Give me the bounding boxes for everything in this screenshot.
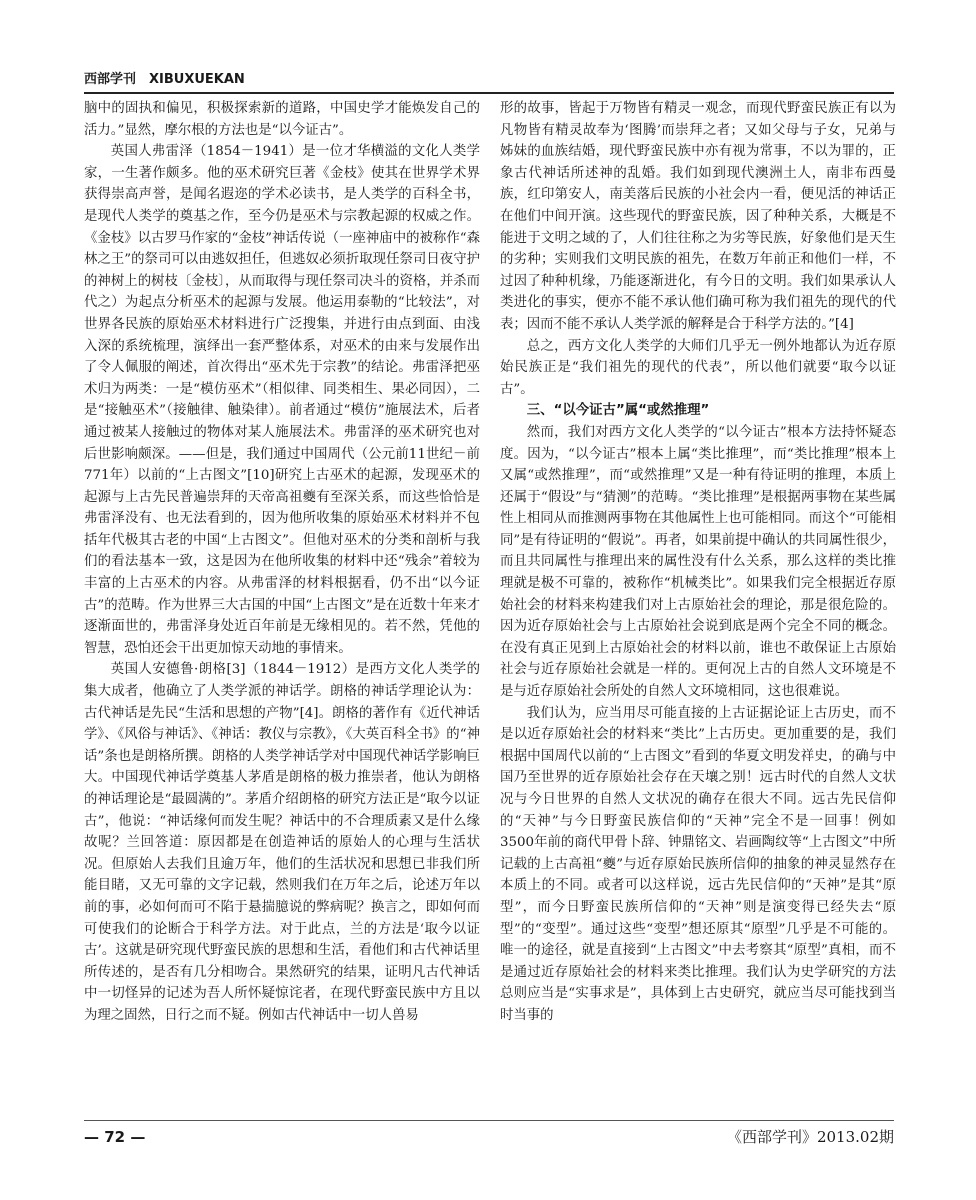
section-heading: 三、“以今证古”属“或然推理”: [526, 403, 710, 419]
paragraph: 总之，西方文化人类学的大师们几乎无一例外地都认为近存原始民族正是“我们祖先的现代的代表”，所以他们就要“取今以证古”。: [500, 338, 896, 397]
footer-rule: [84, 1120, 894, 1121]
header-rule: [84, 92, 894, 94]
left-column: [84, 98, 480, 1118]
paragraph: 脑中的固执和偏见，积极探索新的道路，中国史学才能焕发自己的活力。”显然，摩尔根的方法也是“以今证古”。: [84, 101, 480, 138]
paragraph: 英国人安德鲁·朗格[3]（1844－1912）是西方文化人类学的集大成者，他确立了人类学派的神话学。朗格的神话学理论认为：古代神话是先民“生活和思想的产物”[4]。朗格的著作有《近代神话学》、《风俗与神话》、《神话：教仪与宗教》，《大英百科全书》的“神话”条也是朗格所撰。朗格的人类学神话学对中国现代神话学影响巨大。中国现代神话学奠基人茅盾是朗格的极力推崇者，他认为朗格的神话理论是“最圆满的”。茅盾介绍朗格的研究方法正是“取今以证古”，他说：“神话缘何而发生呢？神话中的不合理质素又是什么缘故呢？兰回答道：原因都是在创造神话的原始人的心理与生活状况。但原始人去我们且逾万年，他们的生活状况和思想已非我们所能目睹，又无可靠的文字记载，然则我们在万年之后，论述万年以前的事，必如何而可不陷于悬揣臆说的弊病呢？换言之，即如何而可使我们的论断合于科学方法。对于此点，兰的方法是‘取今以证古’。这就是研究现代野蛮民族的思想和生活，看他们和古代神话里所传述的，是否有几分相吻合。果然研究的结果，证明凡古代神话中一切怪异的记述为吾人所怀疑惊诧者，在现代野蛮民族中方且以为理之固然，日行之而不疑。例如古代神话中一切人兽易: [84, 662, 480, 1023]
running-header: 西部学刊 XIBUXUEKAN: [84, 72, 245, 87]
paragraph: 形的故事，皆起于万物皆有精灵一观念，而现代野蛮民族正有以为凡物皆有精灵故奉为‘图腾’而崇拜之者；又如父母与子女，兄弟与姊妹的血族结婚，现代野蛮民族中亦有视为常事，不以为罪的，正象古代神话所述神的乱婚。我们如到现代澳洲土人，南非布西曼族，红印第安人，南美落后民族的小社会内一看，便见活的神话正在他们中间开演。这些现代的野蛮民族，因了种种关系，大概是不能进于文明之域的了，人们往往称之为劣等民族，好象他们是天生的劣种；实则我们文明民族的祖先，在数万年前正和他们一样，不过因了种种机缘，乃能逐渐进化，有今日的文明。我们如果承认人类进化的事实，便亦不能不承认他们确可称为我们祖先的现代的代表；因而不能不承认人类学派的解释是合于科学方法的。”[4]: [500, 101, 896, 332]
journal-issue: 《西部学刊》2013.02期: [726, 1128, 894, 1146]
paragraph: 英国人弗雷泽（1854－1941）是一位才华横溢的文化人类学家，一生著作颇多。他的巫术研究巨著《金枝》使其在世界学术界获得崇高声誉，是闻名遐迩的学术必读书，是人类学的百科全书，是现代人类学的奠基之作，至今仍是巫术与宗教起源的权威之作。《金枝》以古罗马作家的“金枝”神话传说（一座神庙中的被称作“森林之王”的祭司可以由逃奴担任，但逃奴必须折取现任祭司日夜守护的神树上的树枝〔金枝〕，从而取得与现任祭司决斗的资格，并杀而代之）为起点分析巫术的起源与发展。他运用泰勒的“比较法”，对世界各民族的原始巫术材料进行广泛搜集，并进行由点到面、由浅入深的系统梳理，演绎出一套严整体系，对巫术的由来与发展作出了令人佩服的阐述，首次得出“巫术先于宗教”的结论。弗雷泽把巫术归为两类：一是“模仿巫术”（相似律、同类相生、果必同因），二是“接触巫术”（接触律、触染律）。前者通过“模仿”施展法术，后者通过被某人接触过的物体对某人施展法术。弗雷泽的巫术研究也对后世影响颇深。——但是，我们通过中国周代（公元前11世纪－前771年）以前的“上古图文”[10]研究上古巫术的起源，发现巫术的起源与上古先民普遍崇拜的天帝高祖夔有至深关系，而这些恰恰是弗雷泽没有、也无法看到的，因为他所收集的原始巫术材料并不包括年代极其古老的中国“上古图文”。但他对巫术的分类和剖析与我们的看法基本一致，这是因为在他所收集的材料中还“残余”着较为丰富的上古巫术的内容。从弗雷泽的材料根据看，仍不出“以今证古”的范畴。作为世界三大古国的中国“上古图文”是在近数十年来才逐渐面世的，弗雷泽身处近百年前是无缘相见的。若不然，凭他的智慧，恐怕还会干出更加惊天动地的事情来。: [84, 144, 480, 656]
paragraph: 然而，我们对西方文化人类学的“以今证古”根本方法持怀疑态度。因为，“以今证古”根本上属“类比推理”，而“类比推理”根本上又属“或然推理”，而“或然推理”又是一种有待证明的推理，本质上还属于“假设”与“猜测”的范畴。“类比推理”是根据两事物在某些属性上相同从而推测两事物在其他属性上也可能相同。而这个“可能相同”是有待证明的“假说”。再者，如果前提中确认的共同属性很少，而且共同属性与推理出来的属性没有什么关系，那么这样的类比推理就是极不可靠的，被称作“机械类比”。如果我们完全根据近存原始社会的材料来构建我们对上古原始社会的理论，那是很危险的。因为近存原始社会与上古原始社会说到底是两个完全不同的概念。在没有真正见到上古原始社会的材料以前，谁也不敢保证上古原始社会与近存原始社会就是一样的。更何况上古的自然人文环境是不是与近存原始社会所处的自然人文环境相同，这也很难说。: [500, 424, 896, 700]
right-column: [500, 98, 896, 1118]
paragraph: 我们认为，应当用尽可能直接的上古证据论证上古历史，而不是以近存原始社会的材料来“类比”上古历史。更加重要的是，我们根据中国周代以前的“上古图文”看到的华夏文明发祥史，的确与中国乃至世界的近存原始社会存在天壤之别！远古时代的自然人文状况与今日世界的自然人文状况的确存在很大不同。远古先民信仰的“天神”与今日野蛮民族信仰的“天神”完全不是一回事！例如3500年前的商代甲骨卜辞、钟鼎铭文、岩画陶纹等“上古图文”中所记载的上古高祖“夔”与近存原始民族所信仰的抽象的神灵显然存在本质上的不同。或者可以这样说，远古先民信仰的“天神”是其“原型”，而今日野蛮民族所信仰的“天神”则是演变得已经失去“原型”的“变型”。通过这些“变型”想还原其“原型”几乎是不可能的。唯一的途径，就是直接到“上古图文”中去考察其“原型”真相，而不是通过近存原始社会的材料来类比推理。我们认为史学研究的方法总则应当是“实事求是”，具体到上古史研究，就应当尽可能找到当时当事的: [500, 705, 896, 1023]
page-number: — 72 —: [84, 1128, 146, 1146]
